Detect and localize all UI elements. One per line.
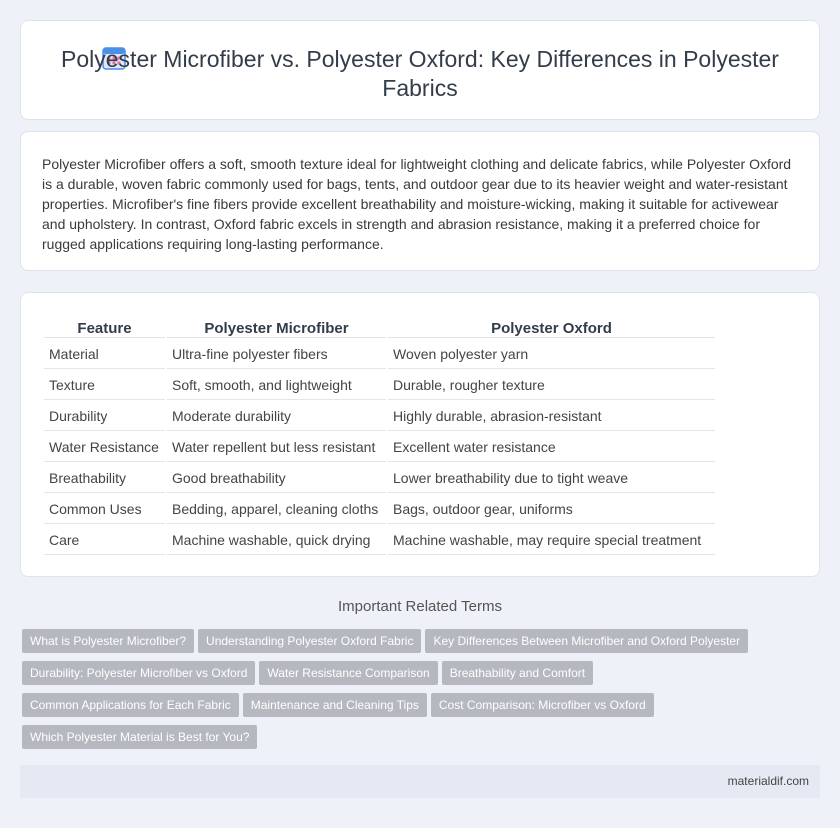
table-cell-microfiber: Machine washable, quick drying: [167, 526, 386, 555]
related-term-tag[interactable]: Which Polyester Material is Best for You?: [22, 725, 257, 749]
page-title: Polyester Microfiber vs. Polyester Oxford: Key Differences in Polyester Fabrics: [61, 46, 779, 101]
summary-text: Polyester Microfiber offers a soft, smooth texture ideal for lightweight clothing and delicate fabrics, while Polyester Oxford is a durable, woven fabric commonly used for bags, tents, and outdoor gear due to its heavier weight and water-resistant properties. Microfiber's fine fibers provide excellent breathability and moisture-wicking, making it suitable for activewear and upholstery. In contrast, Oxford fabric excels in strength and abrasion resistance, making it a preferred choice for rugged applications requiring long-lasting performance.: [42, 156, 792, 252]
table-cell-feature: Water Resistance: [44, 433, 165, 462]
related-term-tag[interactable]: Water Resistance Comparison: [259, 661, 437, 685]
table-cell-feature: Material: [44, 340, 165, 369]
related-term-tag[interactable]: Breathability and Comfort: [442, 661, 593, 685]
table-row: [44, 433, 715, 462]
footer: [20, 765, 820, 798]
footer-site-link[interactable]: materialdif.com: [727, 774, 809, 788]
table-header-oxford: Polyester Oxford: [388, 317, 715, 338]
comparison-table: [42, 315, 717, 557]
table-cell-feature: Care: [44, 526, 165, 555]
table-cell-oxford: Lower breathability due to tight weave: [388, 464, 715, 493]
related-term-tag[interactable]: Durability: Polyester Microfiber vs Oxford: [22, 661, 255, 685]
table-cell-microfiber: Soft, smooth, and lightweight: [167, 371, 386, 400]
table-cell-oxford: Machine washable, may require special treatment: [388, 526, 715, 555]
table-cell-oxford: Durable, rougher texture: [388, 371, 715, 400]
related-term-tag[interactable]: Maintenance and Cleaning Tips: [243, 693, 427, 717]
table-cell-microfiber: Ultra-fine polyester fibers: [167, 340, 386, 369]
related-term-tag[interactable]: Common Applications for Each Fabric: [22, 693, 239, 717]
related-term-tag[interactable]: Key Differences Between Microfiber and Oxford Polyester: [425, 629, 748, 653]
table-cell-feature: Durability: [44, 402, 165, 431]
table-cell-oxford: Excellent water resistance: [388, 433, 715, 462]
table-cell-oxford: Highly durable, abrasion-resistant: [388, 402, 715, 431]
table-cell-feature: Common Uses: [44, 495, 165, 524]
header-card: [20, 20, 820, 120]
table-header-microfiber: Polyester Microfiber: [167, 317, 386, 338]
table-header-feature: Feature: [44, 317, 165, 338]
table-cell-microfiber: Bedding, apparel, cleaning cloths: [167, 495, 386, 524]
table-cell-oxford: Woven polyester yarn: [388, 340, 715, 369]
table-cell-feature: Breathability: [44, 464, 165, 493]
related-terms-tags: [22, 629, 782, 757]
table-cell-feature: Texture: [44, 371, 165, 400]
table-cell-microfiber: Moderate durability: [167, 402, 386, 431]
related-term-tag[interactable]: What is Polyester Microfiber?: [22, 629, 194, 653]
table-cell-microfiber: Good breathability: [167, 464, 386, 493]
related-term-tag[interactable]: Understanding Polyester Oxford Fabric: [198, 629, 421, 653]
table-row: [44, 526, 715, 555]
comparison-table-card: [20, 292, 820, 577]
table-row: [44, 371, 715, 400]
table-cell-oxford: Bags, outdoor gear, uniforms: [388, 495, 715, 524]
table-row: [44, 402, 715, 431]
related-term-tag[interactable]: Cost Comparison: Microfiber vs Oxford: [431, 693, 654, 717]
table-header-row: [44, 317, 715, 338]
summary-card: [20, 131, 820, 271]
table-row: [44, 495, 715, 524]
related-terms-title: Important Related Terms: [338, 598, 502, 615]
table-row: [44, 340, 715, 369]
table-cell-microfiber: Water repellent but less resistant: [167, 433, 386, 462]
table-row: [44, 464, 715, 493]
